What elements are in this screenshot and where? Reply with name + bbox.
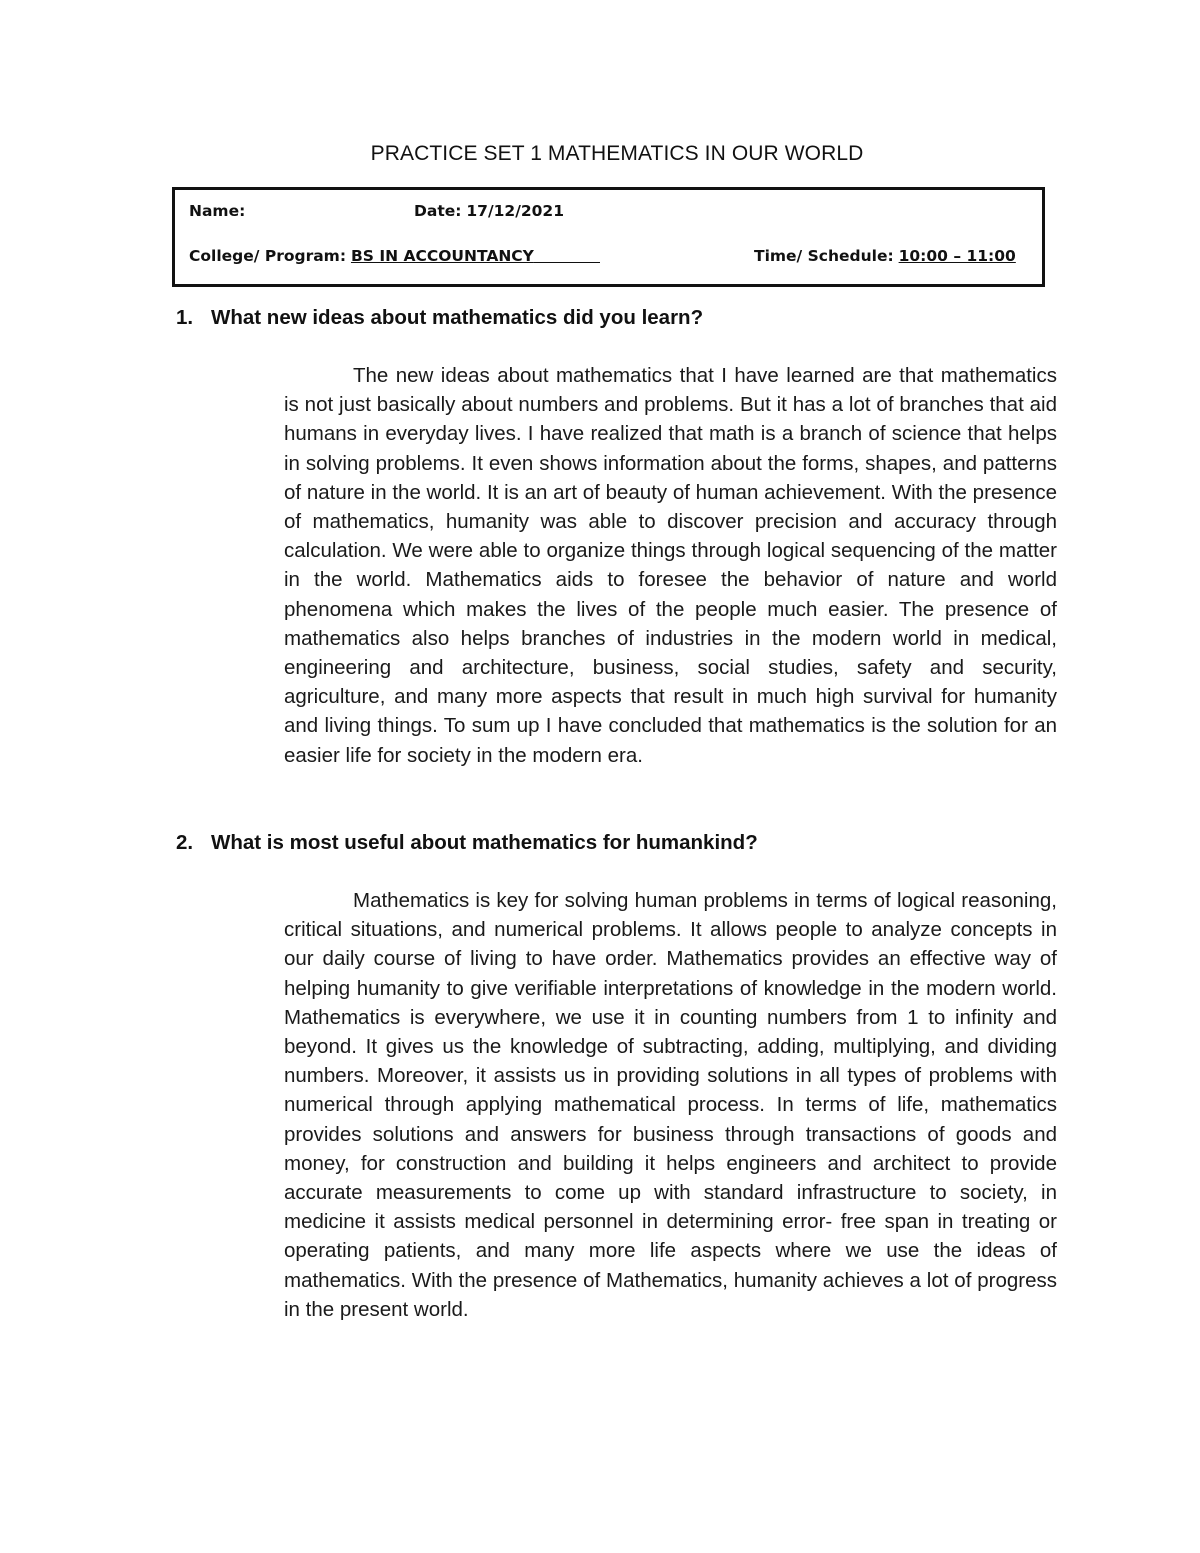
student-info-box	[172, 187, 1045, 287]
date-field	[414, 202, 564, 220]
date-value: 17/12/2021	[466, 202, 564, 220]
info-row-name-date	[189, 202, 1028, 224]
program-field	[189, 247, 600, 265]
question-2	[176, 831, 758, 855]
name-field	[189, 202, 245, 220]
question-2-text: What is most useful about mathematics for humankind?	[211, 831, 758, 854]
question-1-number: 1.	[176, 306, 194, 329]
answer-1: The new ideas about mathematics that I have learned are that mathematics is not just basically about numbers and problems. But it has a lot of branches that aid humans in everyday lives. I have realized that math is a branch of science that helps in solving problems. It even shows information about the forms, shapes, and patterns of nature in the world. It is an art of beauty of human achievement. With the presence of mathematics, humanity was able to discover precision and accuracy through calculation. We were able to organize things through logical sequencing of the matter in the world. Mathematics aids to foresee the behavior of nature and world phenomena which makes the lives of the people much easier. The presence of mathematics also helps branches of industries in the modern world in medical, engineering and architecture, business, social studies, safety and security, agriculture, and many more aspects that result in much high survival for humanity and living things. To sum up I have concluded that mathematics is the solution for an easier life for society in the modern era.	[284, 364, 1057, 767]
time-field	[754, 247, 1016, 265]
question-2-number: 2.	[176, 831, 194, 854]
page-title: PRACTICE SET 1 MATHEMATICS IN OUR WORLD	[370, 142, 864, 165]
name-label: Name:	[189, 202, 246, 220]
time-value: 10:00 – 11:00	[898, 247, 1016, 265]
info-row-program-time	[189, 247, 1028, 269]
program-label: College/ Program:	[189, 247, 347, 265]
date-label: Date:	[414, 202, 462, 220]
question-1	[176, 306, 703, 330]
answer-2: Mathematics is key for solving human problems in terms of logical reasoning, critical situations, and numerical problems. It allows people to analyze concepts in our daily course of living to have order. Mathematics provides an effective way of helping humanity to give verifiable interpretations of knowledge in the modern world. Mathematics is everywhere, we use it in counting numbers from 1 to infinity and beyond. It gives us the knowledge of subtracting, adding, multiplying, and dividing numbers. Moreover, it assists us in providing solutions in all types of problems with numerical through applying mathematical process. In terms of life, mathematics provides solutions and answers for business through transactions of goods and money, for construction and building it helps engineers and architect to provide accurate measurements to come up with standard infrastructure to society, in medicine it assists medical personnel in determining error- free span in treating or operating patients, and many more life aspects where we use the ideas of mathematics. With the presence of Mathematics, humanity achieves a lot of progress in the present world.	[284, 889, 1057, 1321]
program-value: BS IN ACCOUNTANCY	[350, 247, 534, 265]
time-label: Time/ Schedule:	[754, 247, 894, 265]
question-1-text: What new ideas about mathematics did you learn?	[211, 306, 704, 329]
program-blank-line	[534, 262, 600, 263]
